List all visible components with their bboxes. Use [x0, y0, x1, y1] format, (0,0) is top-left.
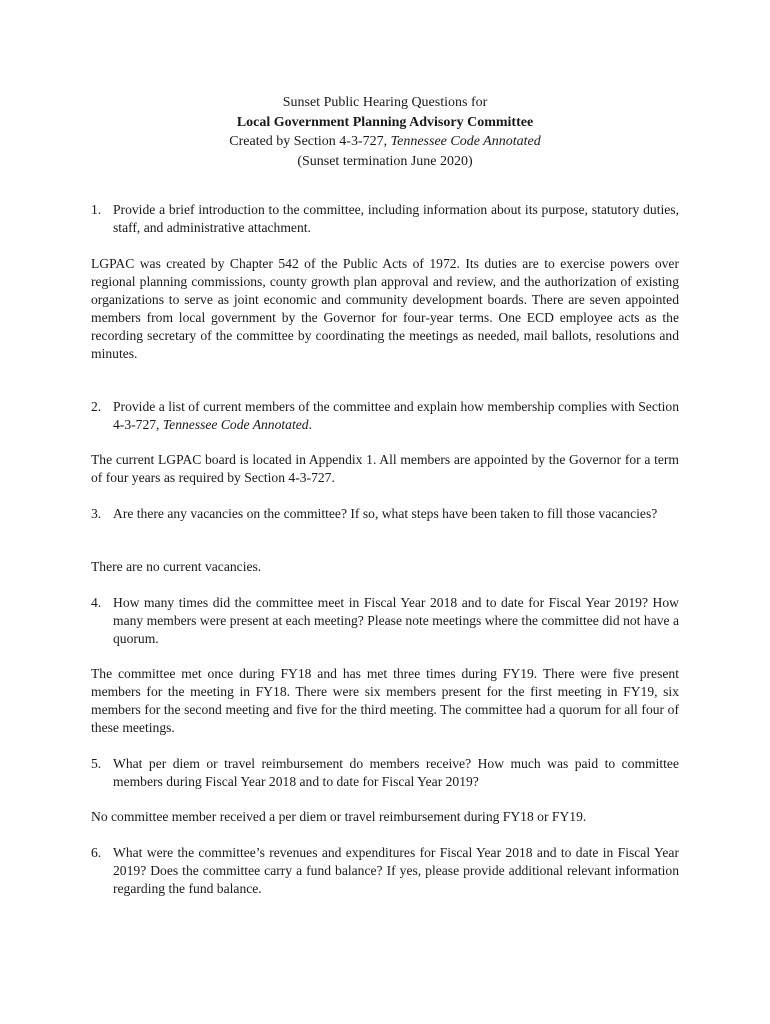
question-1 [91, 201, 679, 237]
question-4 [91, 594, 679, 648]
question-number: 1. [91, 202, 102, 217]
question-text-prefix: Provide a list of current members of the committee and explain how membership complies with Section 4-3-727, [113, 399, 679, 432]
question-text: Provide a brief introduction to the committee, including information about its purpose, statutory duties, staff, and administrative attachment. [113, 202, 679, 235]
question-number: 2. [91, 399, 102, 414]
header-line-3-prefix: Created by Section 4-3-727, [229, 134, 391, 149]
question-number: 3. [91, 506, 102, 521]
header-line-3-italic: Tennessee Code Annotated [390, 134, 541, 149]
answer-3: There are no current vacancies. [91, 559, 262, 574]
question-text: What per diem or travel reimbursement do members receive? How much was paid to committee members during Fiscal Year 2018 and to date for Fiscal Year 2019? [113, 756, 679, 789]
header-line-3 [0, 132, 770, 152]
question-text: What were the committee’s revenues and expenditures for Fiscal Year 2018 and to date in Fiscal Year 2019? Does the committee carry a fund balance? If yes, please provide additional relevant information regarding the fund balance. [113, 845, 679, 896]
question-text-italic: Tennessee Code Annotated [162, 417, 309, 432]
question-number: 4. [91, 595, 102, 610]
header-line-4: (Sunset termination June 2020) [297, 153, 473, 169]
question-3 [91, 505, 679, 523]
question-text-suffix: . [308, 417, 312, 432]
question-5 [91, 755, 679, 791]
question-number: 5. [91, 756, 102, 771]
committee-title: Local Government Planning Advisory Committee [236, 114, 534, 130]
answer-2: The current LGPAC board is located in Appendix 1. All members are appointed by the Governor for a term of four years as required by Section 4-3-727. [91, 452, 679, 485]
answer-5: No committee member received a per diem or travel reimbursement during FY18 or FY19. [91, 809, 587, 824]
question-text: Are there any vacancies on the committee? If so, what steps have been taken to fill those vacancies? [113, 506, 658, 521]
question-text: How many times did the committee meet in Fiscal Year 2018 and to date for Fiscal Year 2019? How many members were present at each meeting? Please note meetings where the committee did not have a quorum. [113, 595, 679, 646]
document-header [0, 93, 770, 171]
question-6 [91, 844, 679, 898]
question-2 [91, 398, 679, 434]
question-number: 6. [91, 845, 102, 860]
header-line-1: Sunset Public Hearing Questions for [282, 95, 488, 110]
answer-4: The committee met once during FY18 and has met three times during FY19. There were five present members for the meeting in FY18. There were six members present for the first meeting in FY19, six members for the second meeting and five for the third meeting. The committee had a quorum for all four of these meetings. [91, 666, 679, 735]
answer-1: LGPAC was created by Chapter 542 of the Public Acts of 1972. Its duties are to exercise powers over regional planning commissions, county growth plan approval and review, and the authorization of existing organizations to serve as joint economic and community development boards. There are seven appointed members from local government by the Governor for four-year terms. One ECD employee acts as the recording secretary of the committee by coordinating the meetings as needed, mail ballots, resolutions and minutes. [91, 256, 679, 361]
